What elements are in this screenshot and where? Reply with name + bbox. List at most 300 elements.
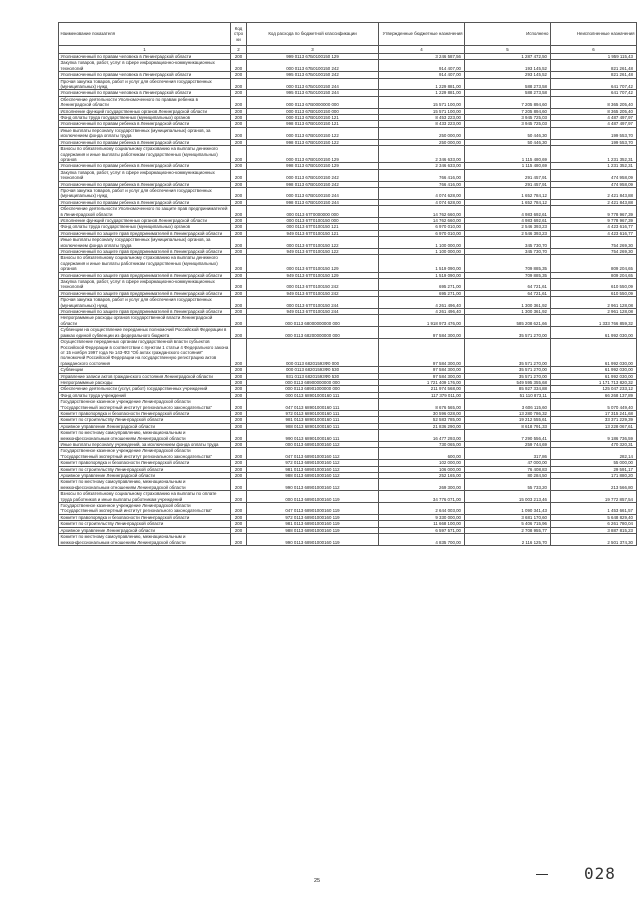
row-code: 200	[231, 279, 247, 291]
row-code: 200	[231, 60, 247, 72]
table-row	[59, 146, 637, 163]
row-classification: 000 0113 67Г0100150 244	[247, 297, 379, 309]
row-classification: 981 0113 68901000160 111	[247, 417, 379, 423]
row-classification: 988 0113 68901000160 112	[247, 473, 379, 479]
row-approved: 1 519 090,00	[379, 272, 465, 278]
row-classification: 000 0113 68200000000 000	[247, 327, 379, 339]
row-name: Уполномоченный по защите прав предпринимателей в Ленинградской области	[59, 230, 231, 236]
row-code: 200	[231, 115, 247, 121]
row-classification: 000 0113 68900000000 000	[247, 379, 379, 385]
row-unexecuted: 2 961 128,08	[551, 297, 637, 309]
row-approved: 97 584 300,00	[379, 339, 465, 367]
table-row	[59, 297, 637, 309]
row-executed: 4 983 692,61	[465, 217, 551, 223]
table-row	[59, 448, 637, 460]
row-unexecuted: 9 186 736,59	[551, 430, 637, 442]
row-code: 200	[231, 410, 247, 416]
header-classification: Код расхода по бюджетной классификации	[247, 23, 379, 46]
row-name: Комитет по местному самоуправлению, межнациональным и межконфессиональным отношениям Ленинградской области	[59, 479, 231, 491]
row-executed: 1 652 784,12	[465, 187, 551, 199]
row-classification: 047 0113 68901000160 111	[247, 399, 379, 411]
row-unexecuted: 199 553,70	[551, 139, 637, 145]
row-code: 200	[231, 169, 247, 181]
row-code: 200	[231, 379, 247, 385]
row-code: 200	[231, 327, 247, 339]
row-executed: 35 571 270,00	[465, 373, 551, 379]
row-classification: 998 0113 67В0100150 242	[247, 181, 379, 187]
row-classification: 000 0113 68901000160 119	[247, 491, 379, 503]
row-unexecuted: 821 261,48	[551, 60, 637, 72]
table-row	[59, 534, 637, 546]
row-name: Прочая закупка товаров, работ и услуг для обеспечения государственных (муниципальных) нужд	[59, 78, 231, 90]
row-code: 200	[231, 373, 247, 379]
row-approved: 695 271,00	[379, 290, 465, 296]
row-name: Комитет по строительству Ленинградской области	[59, 466, 231, 472]
row-name: Закупка товаров, работ, услуг в сфере информационно-коммуникационных технологий	[59, 169, 231, 181]
table-row	[59, 60, 637, 72]
row-executed: 51 110 873,11	[465, 392, 551, 398]
row-classification: 998 0113 67В0100150 122	[247, 139, 379, 145]
row-approved: 102 000,00	[379, 460, 465, 466]
row-unexecuted: 61 992 030,00	[551, 339, 637, 367]
row-name: Уполномоченный по правам ребенка в Ленинградской области	[59, 181, 231, 187]
row-name: Комитет правопорядка и безопасности Ленинградской области	[59, 410, 231, 416]
table-row	[59, 327, 637, 339]
row-unexecuted: 8 365 205,40	[551, 108, 637, 114]
row-code: 200	[231, 78, 247, 90]
row-code: 200	[231, 448, 247, 460]
row-approved: 52 583 785,00	[379, 417, 465, 423]
row-unexecuted: 55 000,00	[551, 460, 637, 466]
row-name: Субвенции	[59, 367, 231, 373]
row-unexecuted: 1 453 661,57	[551, 503, 637, 515]
row-code: 200	[231, 479, 247, 491]
row-unexecuted: 8 365 205,40	[551, 96, 637, 108]
row-code: 200	[231, 297, 247, 309]
row-approved: 15 571 100,00	[379, 96, 465, 108]
row-code: 200	[231, 442, 247, 448]
row-executed: 35 571 270,00	[465, 327, 551, 339]
row-approved: 11 668 100,00	[379, 521, 465, 527]
row-approved: 600,00	[379, 448, 465, 460]
stamp-dash	[536, 874, 548, 875]
row-unexecuted: 5 070 449,40	[551, 399, 637, 411]
row-code: 200	[231, 423, 247, 429]
row-executed: 549 595 355,68	[465, 379, 551, 385]
row-classification: 949 0113 67Г0100150 122	[247, 249, 379, 255]
row-approved: 8 676 565,00	[379, 399, 465, 411]
row-name: Управление записи актов гражданского состояния Ленинградской области	[59, 373, 231, 379]
row-approved: 14 762 660,00	[379, 217, 465, 223]
row-unexecuted: 1 959 115,43	[551, 54, 637, 60]
table-row	[59, 315, 637, 327]
row-classification: 995 0113 67Б0100150 244	[247, 90, 379, 96]
row-executed: 1 652 784,12	[465, 199, 551, 205]
row-unexecuted: 470 320,31	[551, 442, 637, 448]
row-classification: 000 0113 68201593Ф0 000	[247, 339, 379, 367]
col-number: 5	[465, 46, 551, 54]
row-name: Уполномоченный по защите прав предпринимателей в Ленинградской области	[59, 290, 231, 296]
row-approved: 117 379 011,00	[379, 392, 465, 398]
row-executed: 259 744,69	[465, 442, 551, 448]
row-name: Уполномоченный по правам ребенка в Ленинградской области	[59, 121, 231, 127]
row-code: 200	[231, 315, 247, 327]
row-classification: 000 0113 68901000160 112	[247, 442, 379, 448]
row-code: 200	[231, 255, 247, 272]
row-name: Иные выплаты персоналу учреждений, за исключением фонда оплаты труда	[59, 442, 231, 448]
row-approved: 1 229 881,00	[379, 90, 465, 96]
row-executed: 35 571 270,00	[465, 339, 551, 367]
row-code: 200	[231, 290, 247, 296]
header-executed: Исполнено	[465, 23, 551, 46]
row-name: Комитет по местному самоуправлению, межнациональным и межконфессиональным отношениям Ленинградской области	[59, 534, 231, 546]
row-code: 200	[231, 96, 247, 108]
row-executed: 709 885,35	[465, 255, 551, 272]
row-executed: 3 681 170,60	[465, 514, 551, 520]
row-executed: 588 273,58	[465, 78, 551, 90]
row-code: 200	[231, 146, 247, 163]
row-executed: 1 300 361,92	[465, 309, 551, 315]
row-classification: 000 0113 68901000160 111	[247, 392, 379, 398]
row-executed: 15 003 213,46	[465, 491, 551, 503]
row-code: 200	[231, 514, 247, 520]
row-name: Комитет по местному самоуправлению, межнациональным и межконфессиональным отношениям Ленинградской области	[59, 430, 231, 442]
row-approved: 914 407,00	[379, 72, 465, 78]
row-unexecuted: 2 421 843,88	[551, 187, 637, 199]
header-row	[59, 23, 637, 46]
row-classification: 000 0113 67В0100150 122	[247, 127, 379, 139]
row-executed: 2 116 125,70	[465, 534, 551, 546]
row-name: Непрограммные расходы	[59, 379, 231, 385]
table-row	[59, 127, 637, 139]
row-approved: 269 300,00	[379, 479, 465, 491]
row-name: Иные выплаты персоналу государственных (муниципальных) органов, за исключением фонда оплаты труда	[59, 127, 231, 139]
row-unexecuted: 13 228 067,61	[551, 423, 637, 429]
row-approved: 695 271,00	[379, 279, 465, 291]
row-unexecuted: 474 958,09	[551, 169, 637, 181]
row-classification: 000 0113 68201593Ф0 530	[247, 367, 379, 373]
row-code: 200	[231, 139, 247, 145]
row-approved: 8 453 223,00	[379, 115, 465, 121]
row-executed: 55 733,20	[465, 479, 551, 491]
row-approved: 914 407,00	[379, 60, 465, 72]
row-executed: 35 571 270,00	[465, 367, 551, 373]
row-classification: 949 0113 67Г0100150 121	[247, 230, 379, 236]
row-approved: 14 762 660,00	[379, 206, 465, 218]
row-approved: 730 065,00	[379, 442, 465, 448]
table-row	[59, 399, 637, 411]
row-executed: 2 546 393,23	[465, 230, 551, 236]
row-unexecuted: 61 992 030,00	[551, 327, 637, 339]
row-executed: 76 408,83	[465, 466, 551, 472]
row-classification: 000 0113 67В0100150 129	[247, 146, 379, 163]
row-code: 200	[231, 199, 247, 205]
row-unexecuted: 809 204,65	[551, 255, 637, 272]
row-classification: 999 0113 67Б0100150 129	[247, 54, 379, 60]
row-code: 200	[231, 367, 247, 373]
row-name: Иные выплаты персоналу государственных (муниципальных) органов, за исключением фонда оплаты труда	[59, 237, 231, 249]
row-name: Уполномоченный по защите прав предпринимателей в Ленинградской области	[59, 249, 231, 255]
row-unexecuted: 4 487 497,97	[551, 115, 637, 121]
row-executed: 1 115 480,69	[465, 163, 551, 169]
row-executed: 3 945 725,03	[465, 115, 551, 121]
row-executed: 1 115 480,69	[465, 146, 551, 163]
sheet-stamp-number: 028	[584, 864, 616, 883]
row-approved: 6 970 010,00	[379, 230, 465, 236]
row-code: 200	[231, 534, 247, 546]
table-row	[59, 169, 637, 181]
row-approved: 97 584 300,00	[379, 367, 465, 373]
row-approved: 30 596 028,00	[379, 410, 465, 416]
row-executed: 7 205 894,60	[465, 96, 551, 108]
row-code: 200	[231, 121, 247, 127]
table-row	[59, 255, 637, 272]
row-approved: 8 433 223,00	[379, 121, 465, 127]
row-classification: 981 0113 68901000160 119	[247, 521, 379, 527]
row-classification: 949 0113 67Г0100150 129	[247, 272, 379, 278]
row-classification: 931 0113 68201593Ф0 530	[247, 373, 379, 379]
row-executed: 47 000,00	[465, 460, 551, 466]
row-approved: 15 571 100,00	[379, 108, 465, 114]
row-name: Исполнение функций государственных органов Ленинградской области	[59, 217, 231, 223]
row-unexecuted: 610 550,09	[551, 290, 637, 296]
row-name: Уполномоченный по правам ребенка в Ленинградской области	[59, 163, 231, 169]
row-unexecuted: 282,14	[551, 448, 637, 460]
row-code: 200	[231, 181, 247, 187]
row-classification: 000 0113 67Г0100150 242	[247, 279, 379, 291]
row-unexecuted: 809 204,65	[551, 272, 637, 278]
row-approved: 16 477 293,00	[379, 430, 465, 442]
row-approved: 3 246 587,56	[379, 54, 465, 60]
row-classification: 972 0113 68901000160 112	[247, 460, 379, 466]
row-executed: 19 212 555,61	[465, 417, 551, 423]
row-name: Архивное управление Ленинградской области	[59, 527, 231, 533]
budget-table	[58, 22, 637, 546]
row-classification: 000 0113 67В0100150 242	[247, 169, 379, 181]
row-executed: 1 300 361,92	[465, 297, 551, 309]
row-executed: 8 618 791,33	[465, 423, 551, 429]
header-code: Код стро ки	[231, 23, 247, 46]
row-classification: 000 0113 67В0100150 244	[247, 187, 379, 199]
table-row	[59, 78, 637, 90]
row-approved: 1 918 973 476,00	[379, 315, 465, 327]
row-name: Непрограммные расходы органов государственной власти Ленинградской области	[59, 315, 231, 327]
row-unexecuted: 1 333 766 859,32	[551, 315, 637, 327]
row-classification: 000 0113 67Б0100150 244	[247, 78, 379, 90]
row-name: Взносы по обязательному социальному страхованию на выплаты денежного содержания и иные выплаты работникам государственных (муниципальных) органов	[59, 146, 231, 163]
row-code: 200	[231, 224, 247, 230]
row-approved: 4 261 496,40	[379, 297, 465, 309]
row-approved: 1 721 409 176,00	[379, 379, 465, 385]
row-approved: 1 100 000,00	[379, 237, 465, 249]
row-unexecuted: 17 315 241,68	[551, 410, 637, 416]
row-name: Прочая закупка товаров, работ и услуг для обеспечения государственных (муниципальных) нужд	[59, 187, 231, 199]
row-code: 200	[231, 206, 247, 218]
row-code: 200	[231, 339, 247, 367]
row-unexecuted: 4 487 497,97	[551, 121, 637, 127]
row-approved: 34 776 071,00	[379, 491, 465, 503]
row-executed: 4 983 692,61	[465, 206, 551, 218]
row-name: Уполномоченный по правам человека в Ленинградской области	[59, 72, 231, 78]
row-code: 200	[231, 127, 247, 139]
header-approved: Утвержденные бюджетные назначения	[379, 23, 465, 46]
row-classification: 949 0113 67Г0100150 242	[247, 290, 379, 296]
row-executed: 50 446,30	[465, 139, 551, 145]
row-executed: 85 927 334,88	[465, 386, 551, 392]
row-code: 200	[231, 460, 247, 466]
row-name: Государственное казенное учреждение Ленинградской области "Государственный экспертный институт регионального законодательства"	[59, 448, 231, 460]
row-classification: 998 0113 67В0100150 244	[247, 199, 379, 205]
row-code: 200	[231, 466, 247, 472]
row-approved: 1 229 881,00	[379, 78, 465, 90]
table-row	[59, 503, 637, 515]
row-executed: 317,86	[465, 448, 551, 460]
row-approved: 1 100 000,00	[379, 249, 465, 255]
row-classification: 000 0113 67В0100150 000	[247, 108, 379, 114]
row-code: 200	[231, 491, 247, 503]
row-unexecuted: 610 550,09	[551, 279, 637, 291]
row-unexecuted: 9 778 967,39	[551, 206, 637, 218]
row-approved: 97 584 300,00	[379, 327, 465, 339]
row-name: Уполномоченный по правам ребенка в Ленинградской области	[59, 199, 231, 205]
row-name: Взносы по обязательному социальному страхованию на выплаты денежного содержания и иные выплаты работникам государственных (муниципальных) органов	[59, 255, 231, 272]
row-executed: 588 273,58	[465, 90, 551, 96]
budget-execution-report	[58, 22, 635, 546]
row-approved: 2 346 633,00	[379, 163, 465, 169]
row-code: 200	[231, 90, 247, 96]
row-executed: 293 145,52	[465, 72, 551, 78]
col-number: 1	[59, 46, 231, 54]
row-name: Уполномоченный по правам ребенка в Ленинградской области	[59, 139, 231, 145]
row-classification: 000 0113 67Г0100150 000	[247, 217, 379, 223]
row-code: 200	[231, 430, 247, 442]
row-name: Архивное управление Ленинградской области	[59, 423, 231, 429]
row-unexecuted: 199 553,70	[551, 127, 637, 139]
row-name: Уполномоченный по правам человека в Ленинградской области	[59, 90, 231, 96]
row-unexecuted: 61 992 030,00	[551, 367, 637, 373]
row-unexecuted: 1 231 352,31	[551, 146, 637, 163]
row-executed: 345 730,70	[465, 237, 551, 249]
row-approved: 4 261 496,40	[379, 309, 465, 315]
row-unexecuted: 213 566,80	[551, 479, 637, 491]
row-unexecuted: 33 371 229,39	[551, 417, 637, 423]
table-row	[59, 96, 637, 108]
row-name: Осуществление переданных органам государственной власти субъектов Российской Федерации в соответствии с пунктом 1 статьи 4 Федерального закона от 15 ноября 1997 года № 143-ФЗ "Об актах гражданского состояния" полномочий Российской Федерации на государственную регистрацию актов гражданского состояния	[59, 339, 231, 367]
row-name: Закупка товаров, работ, услуг в сфере информационно-коммуникационных технологий	[59, 60, 231, 72]
row-code: 200	[231, 187, 247, 199]
row-classification: 000 0113 67В0000000 000	[247, 96, 379, 108]
row-classification: 990 0113 68901000160 111	[247, 430, 379, 442]
row-approved: 106 000,00	[379, 466, 465, 472]
header-unexecuted: Неисполненные назначения	[551, 23, 637, 46]
row-classification: 000 0113 67Б0100150 242	[247, 60, 379, 72]
row-code: 200	[231, 392, 247, 398]
row-executed: 193 145,52	[465, 60, 551, 72]
row-code: 200	[231, 399, 247, 411]
row-unexecuted: 641 707,42	[551, 90, 637, 96]
row-unexecuted: 641 707,42	[551, 78, 637, 90]
row-executed: 1 090 341,43	[465, 503, 551, 515]
row-executed: 291 457,91	[465, 169, 551, 181]
row-code: 200	[231, 521, 247, 527]
row-classification: 972 0113 68901000160 119	[247, 514, 379, 520]
row-classification: 998 0113 67В0100150 121	[247, 121, 379, 127]
table-row	[59, 237, 637, 249]
row-unexecuted: 1 231 352,31	[551, 163, 637, 169]
row-code: 200	[231, 473, 247, 479]
row-classification: 047 0113 68901000160 119	[247, 503, 379, 515]
row-classification: 981 0113 68901000160 112	[247, 466, 379, 472]
row-approved: 97 584 300,00	[379, 373, 465, 379]
row-name: Фонд оплаты труда государственных (муниципальных) органов	[59, 115, 231, 121]
row-executed: 3 606 115,60	[465, 399, 551, 411]
row-unexecuted: 125 047 233,12	[551, 386, 637, 392]
row-unexecuted: 9 778 967,39	[551, 217, 637, 223]
row-executed: 7 205 894,60	[465, 108, 551, 114]
row-approved: 252 165,00	[379, 473, 465, 479]
row-code: 200	[231, 163, 247, 169]
row-approved: 4 074 628,00	[379, 187, 465, 199]
col-number: 3	[247, 46, 379, 54]
row-executed: 80 284,50	[465, 473, 551, 479]
row-approved: 9 330 000,00	[379, 514, 465, 520]
row-approved: 2 346 633,00	[379, 146, 465, 163]
row-executed: 64 721,61	[465, 290, 551, 296]
page-number: 25	[314, 878, 321, 884]
row-executed: 2 708 955,77	[465, 527, 551, 533]
row-approved: 6 597 571,00	[379, 527, 465, 533]
table-row	[59, 206, 637, 218]
row-name: Прочая закупка товаров, работ и услуг для обеспечения государственных (муниципальных) нужд	[59, 297, 231, 309]
row-name: Субвенции на осуществление переданных полномочий Российской Федерации в рамках единой субвенции из федерального бюджета	[59, 327, 231, 339]
column-number-row	[59, 46, 637, 54]
row-approved: 21 836 290,00	[379, 423, 465, 429]
row-executed: 50 446,30	[465, 127, 551, 139]
row-unexecuted: 3 887 815,23	[551, 527, 637, 533]
row-executed: 709 885,35	[465, 272, 551, 278]
row-code: 200	[231, 272, 247, 278]
row-name: Закупка товаров, работ, услуг в сфере информационно-коммуникационных технологий	[59, 279, 231, 291]
row-name: Уполномоченный по защите прав предпринимателей в Ленинградской области	[59, 272, 231, 278]
header-name: Наименование показателя	[59, 23, 231, 46]
row-name: Обеспечение деятельности (услуг, работ) государственных учреждений	[59, 386, 231, 392]
row-unexecuted: 2 961 128,08	[551, 309, 637, 315]
row-name: Комитет по строительству Ленинградской области	[59, 417, 231, 423]
row-classification: 990 0113 68901000160 119	[247, 534, 379, 546]
row-name: Фонд оплаты труда учреждений	[59, 392, 231, 398]
row-classification: 998 0113 67В0100150 129	[247, 163, 379, 169]
row-name: Исполнение функций государственных органов Ленинградской области	[59, 108, 231, 114]
row-classification: 000 0113 67В0100150 121	[247, 115, 379, 121]
row-approved: 1 519 090,00	[379, 255, 465, 272]
row-unexecuted: 19 772 857,54	[551, 491, 637, 503]
table-row	[59, 339, 637, 367]
row-executed: 2 546 393,23	[465, 224, 551, 230]
row-code: 200	[231, 54, 247, 60]
row-code: 200	[231, 386, 247, 392]
row-name: Уполномоченный по правам человека в Ленинградской области	[59, 54, 231, 60]
row-unexecuted: 6 261 780,04	[551, 521, 637, 527]
table-row	[59, 430, 637, 442]
row-classification: 949 0113 67Г0100150 244	[247, 309, 379, 315]
row-classification: 000 0113 68901000000 000	[247, 386, 379, 392]
row-name: Комитет правопорядка и безопасности Ленинградской области	[59, 514, 231, 520]
row-executed: 345 730,70	[465, 249, 551, 255]
row-executed: 291 457,91	[465, 181, 551, 187]
row-name: Государственное казенное учреждение Ленинградской области "Государственный экспертный институт регионального законодательства"	[59, 503, 231, 515]
row-unexecuted: 474 958,09	[551, 181, 637, 187]
row-classification: 000 0113 67Г0100150 121	[247, 224, 379, 230]
